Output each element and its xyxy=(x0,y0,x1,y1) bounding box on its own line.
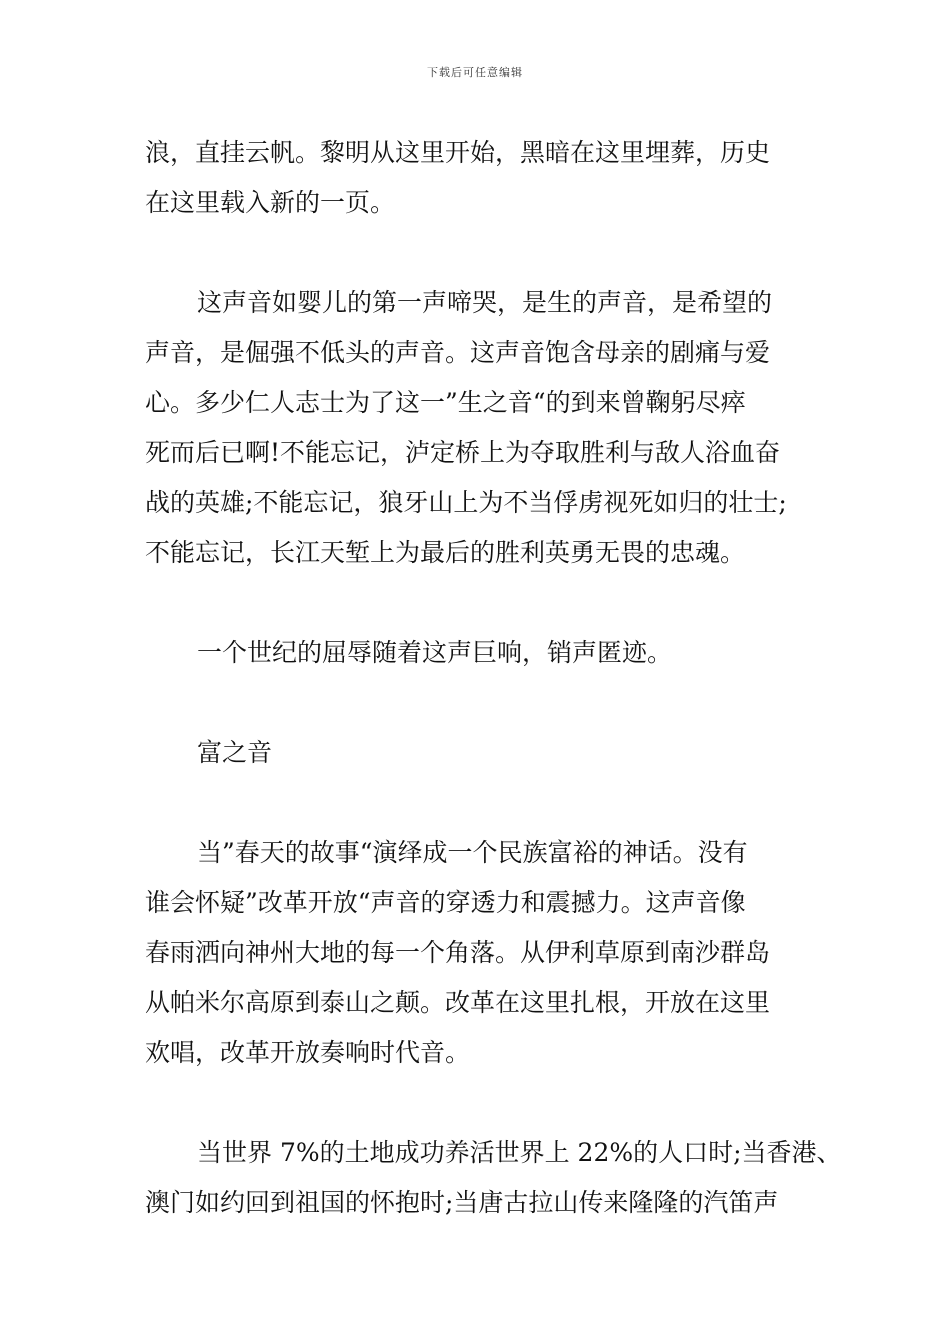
text-line: 欢唱，改革开放奏响时代音。 xyxy=(145,1038,471,1067)
text-line: 澳门如约回到祖国的怀抱时;当唐古拉山传来隆隆的汽笛声 xyxy=(145,1188,779,1217)
paragraph xyxy=(145,278,810,578)
paragraph-spacer xyxy=(145,578,810,628)
text-line: 在这里载入新的一页。 xyxy=(145,188,396,217)
paragraph-spacer xyxy=(145,678,810,728)
text-line: 死而后已啊!不能忘记，泸定桥上为夺取胜利与敌人浴血奋 xyxy=(145,438,781,467)
text-line: 谁会怀疑”改革开放“声音的穿透力和震撼力。这声音像 xyxy=(145,888,746,917)
paragraph-spacer xyxy=(145,1078,810,1128)
section-heading xyxy=(145,728,810,778)
document-body xyxy=(145,128,842,1228)
paragraph xyxy=(145,628,810,678)
text-line: 声音，是倔强不低头的声音。这声音饱含母亲的剧痛与爱 xyxy=(145,338,771,367)
paragraph xyxy=(145,828,810,1078)
text-line: 当世界 7%的土地成功养活世界上 22%的人口时;当香港、 xyxy=(197,1138,842,1167)
text-line: 富之音 xyxy=(197,738,273,767)
paragraph-spacer xyxy=(145,228,810,278)
text-line: 一个世纪的屈辱随着这声巨响，销声匿迹。 xyxy=(197,638,673,667)
text-line: 心。多少仁人志士为了这一”生之音“的到来曾鞠躬尽瘁 xyxy=(145,388,746,417)
text-line: 当”春天的故事“演绎成一个民族富裕的神话。没有 xyxy=(197,838,748,867)
paragraph xyxy=(145,128,810,228)
text-line: 春雨洒向神州大地的每一个角落。从伊利草原到南沙群岛 xyxy=(145,938,771,967)
text-line: 战的英雄;不能忘记，狼牙山上为不当俘虏视死如归的壮士; xyxy=(145,488,787,517)
text-line: 不能忘记，长江天堑上为最后的胜利英勇无畏的忠魂。 xyxy=(145,538,746,567)
text-line: 从帕米尔高原到泰山之颠。改革在这里扎根，开放在这里 xyxy=(145,988,771,1017)
text-line: 这声音如婴儿的第一声啼哭，是生的声音，是希望的 xyxy=(197,288,773,317)
text-line: 浪，直挂云帆。黎明从这里开始，黑暗在这里埋葬，历史 xyxy=(145,138,771,167)
paragraph xyxy=(145,1128,842,1228)
paragraph-spacer xyxy=(145,778,810,828)
page-header: 下载后可任意编辑 xyxy=(427,66,523,79)
